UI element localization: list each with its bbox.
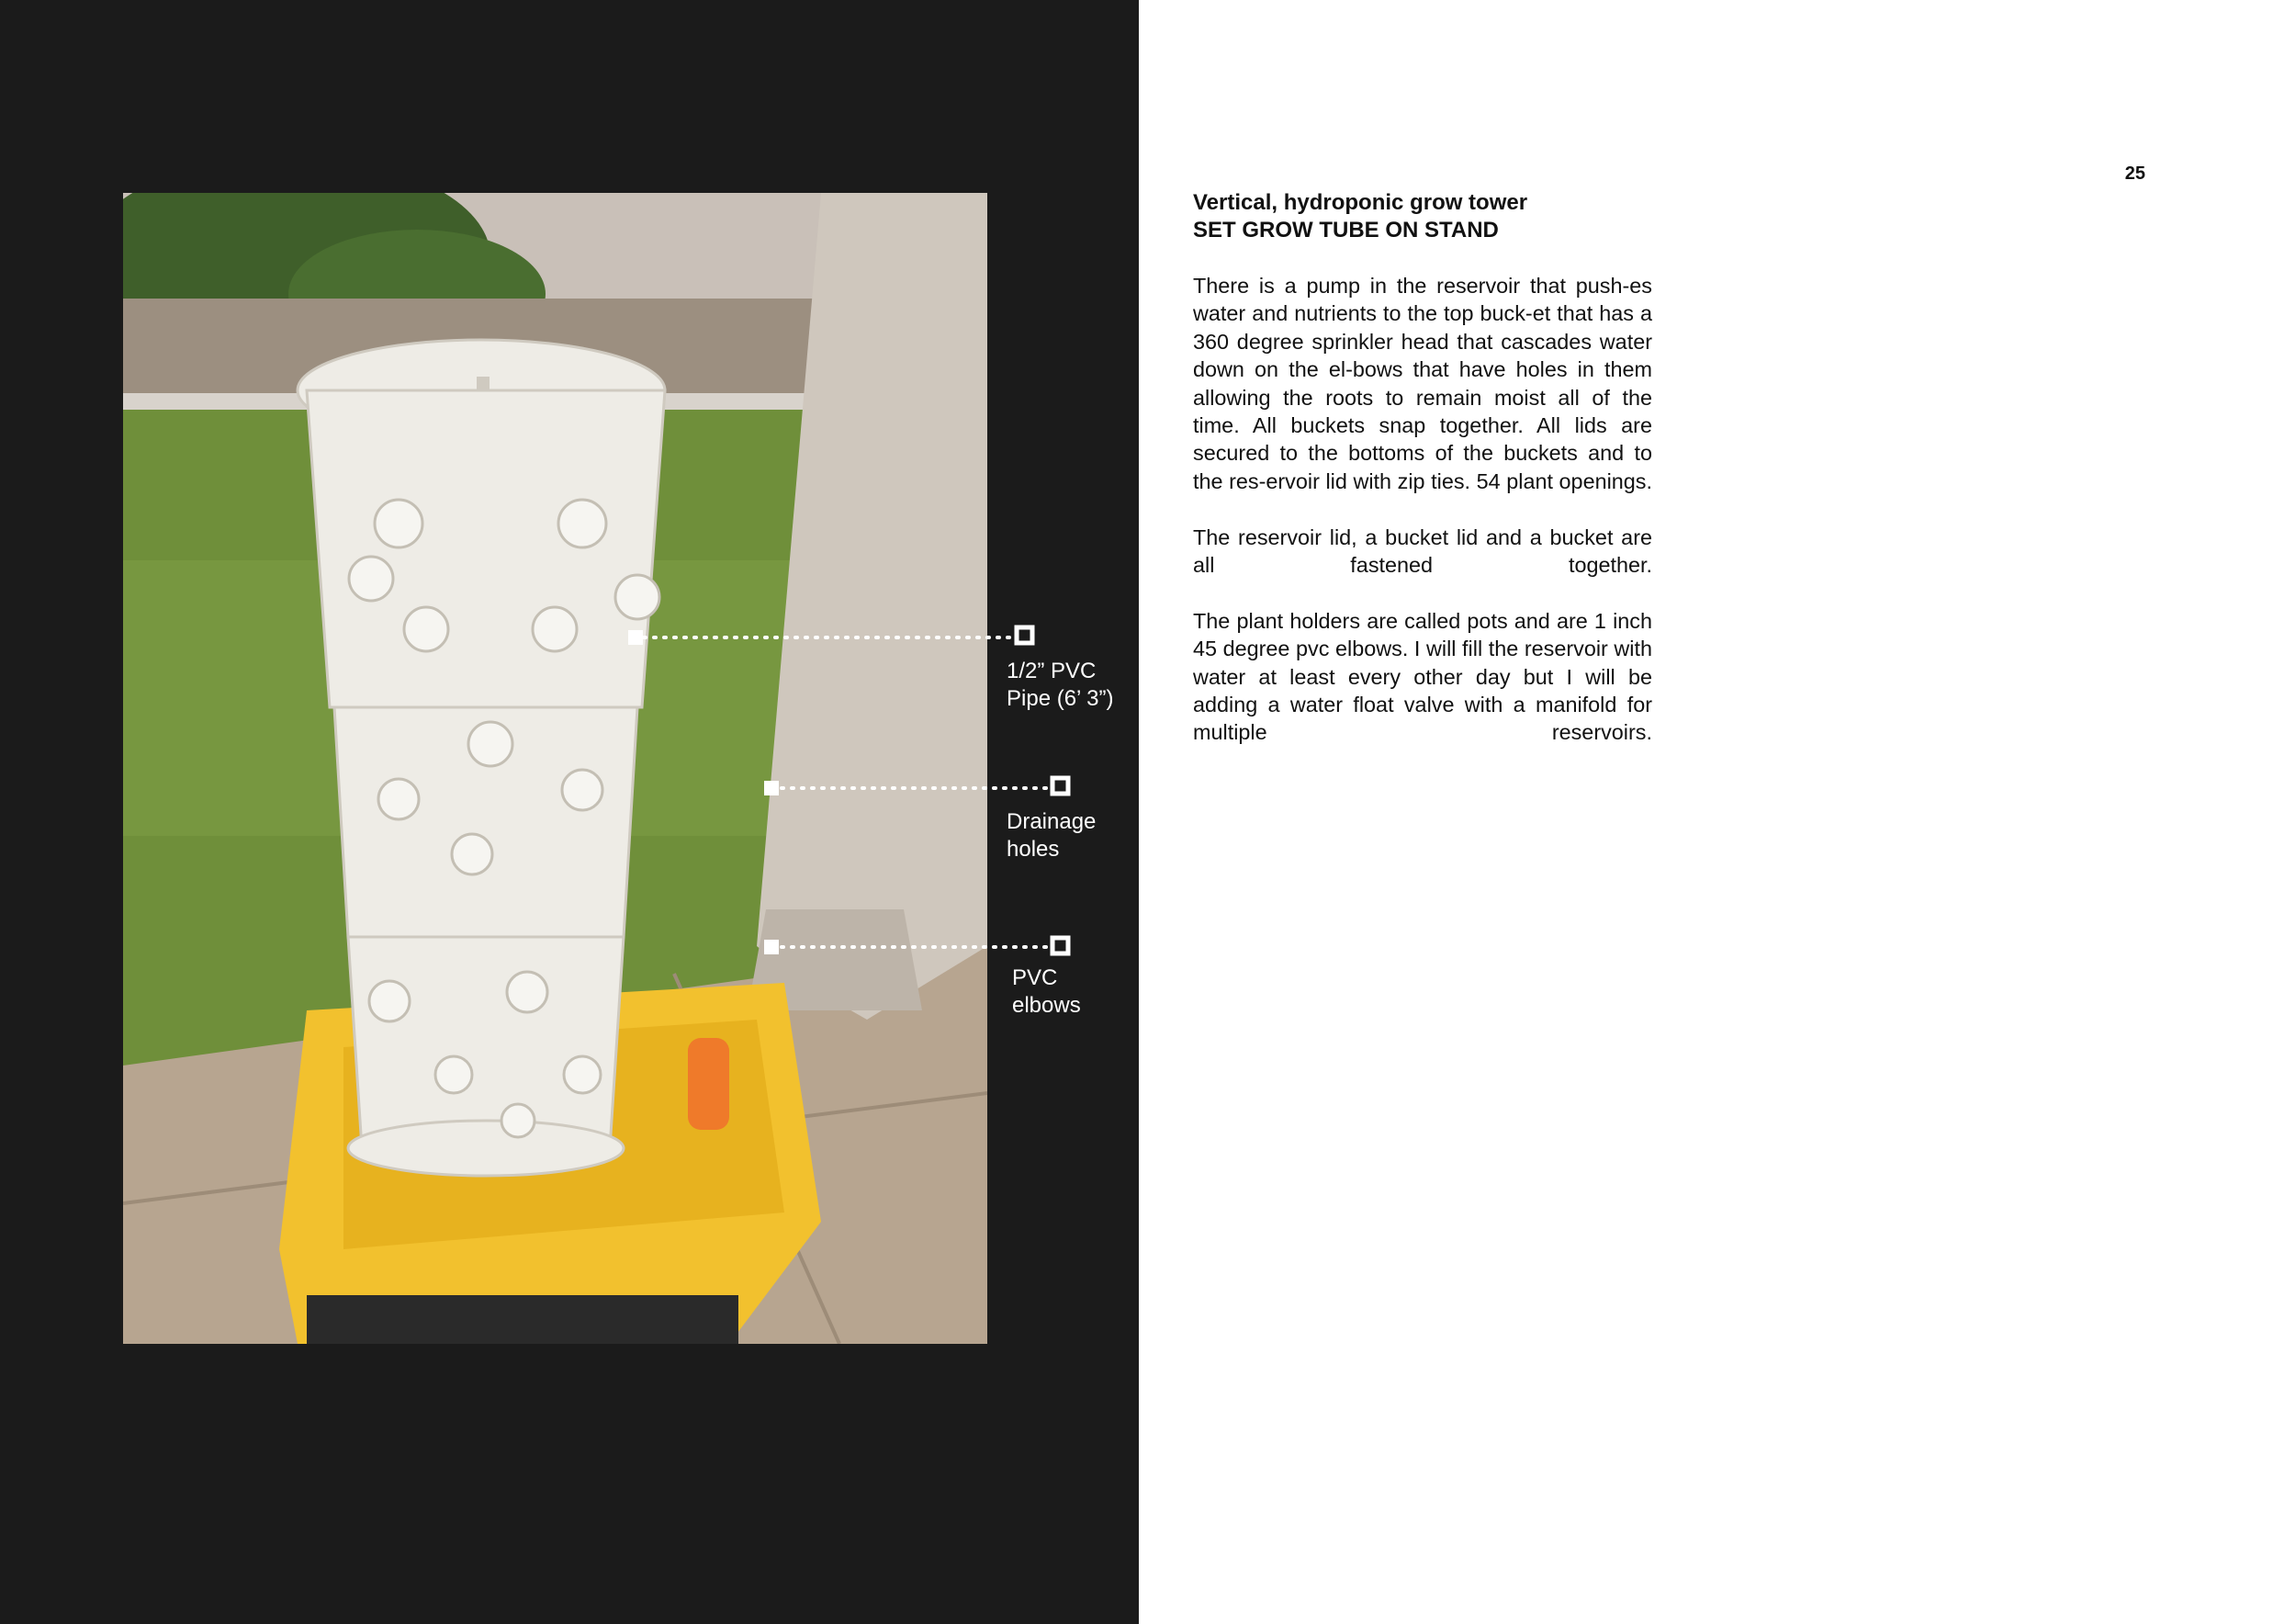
grow-tower-photo [123,193,987,1344]
section-heading [1193,189,1671,244]
page-title: Vertical, hydroponic grow tower [1193,190,1528,215]
paragraph-pump: There is a pump in the reservoir that push-es water and nutrients to the top buck-et that has a 360 degree sprinkler head that cascades water down on the el-bows that have holes in them allowing the roots to remain moist all of the time. All buckets snap together. All lids are secured to the bottoms of the buckets and to the res-ervoir lid with zip ties. 54 plant openings. [1193,274,1652,493]
callout-label-pvc-elbows: PVC elbows [1012,965,1081,1018]
body-text [1193,272,1652,774]
float-valve [688,1038,729,1130]
page-subtitle: SET GROW TUBE ON STAND [1193,218,1499,242]
callout-label-pvc-pipe: 1/2” PVC Pipe (6’ 3”) [1007,659,1114,711]
paragraph-fastened: The reservoir lid, a bucket lid and a bucket are all fastened together. [1193,524,1652,578]
callout-label-drainage-holes: Drainage holes [1007,809,1097,862]
grow-tower-illustration [123,193,987,1344]
reservoir-tub [307,1295,738,1344]
page-number: 25 [2124,164,2145,184]
paragraph-plant-holders: The plant holders are called pots and are 1 inch 45 degree pvc elbows. I will fill the reservoir with water at least every other day but I will be adding a water float valve with a manifold for multiple reservoirs. [1193,608,1652,745]
